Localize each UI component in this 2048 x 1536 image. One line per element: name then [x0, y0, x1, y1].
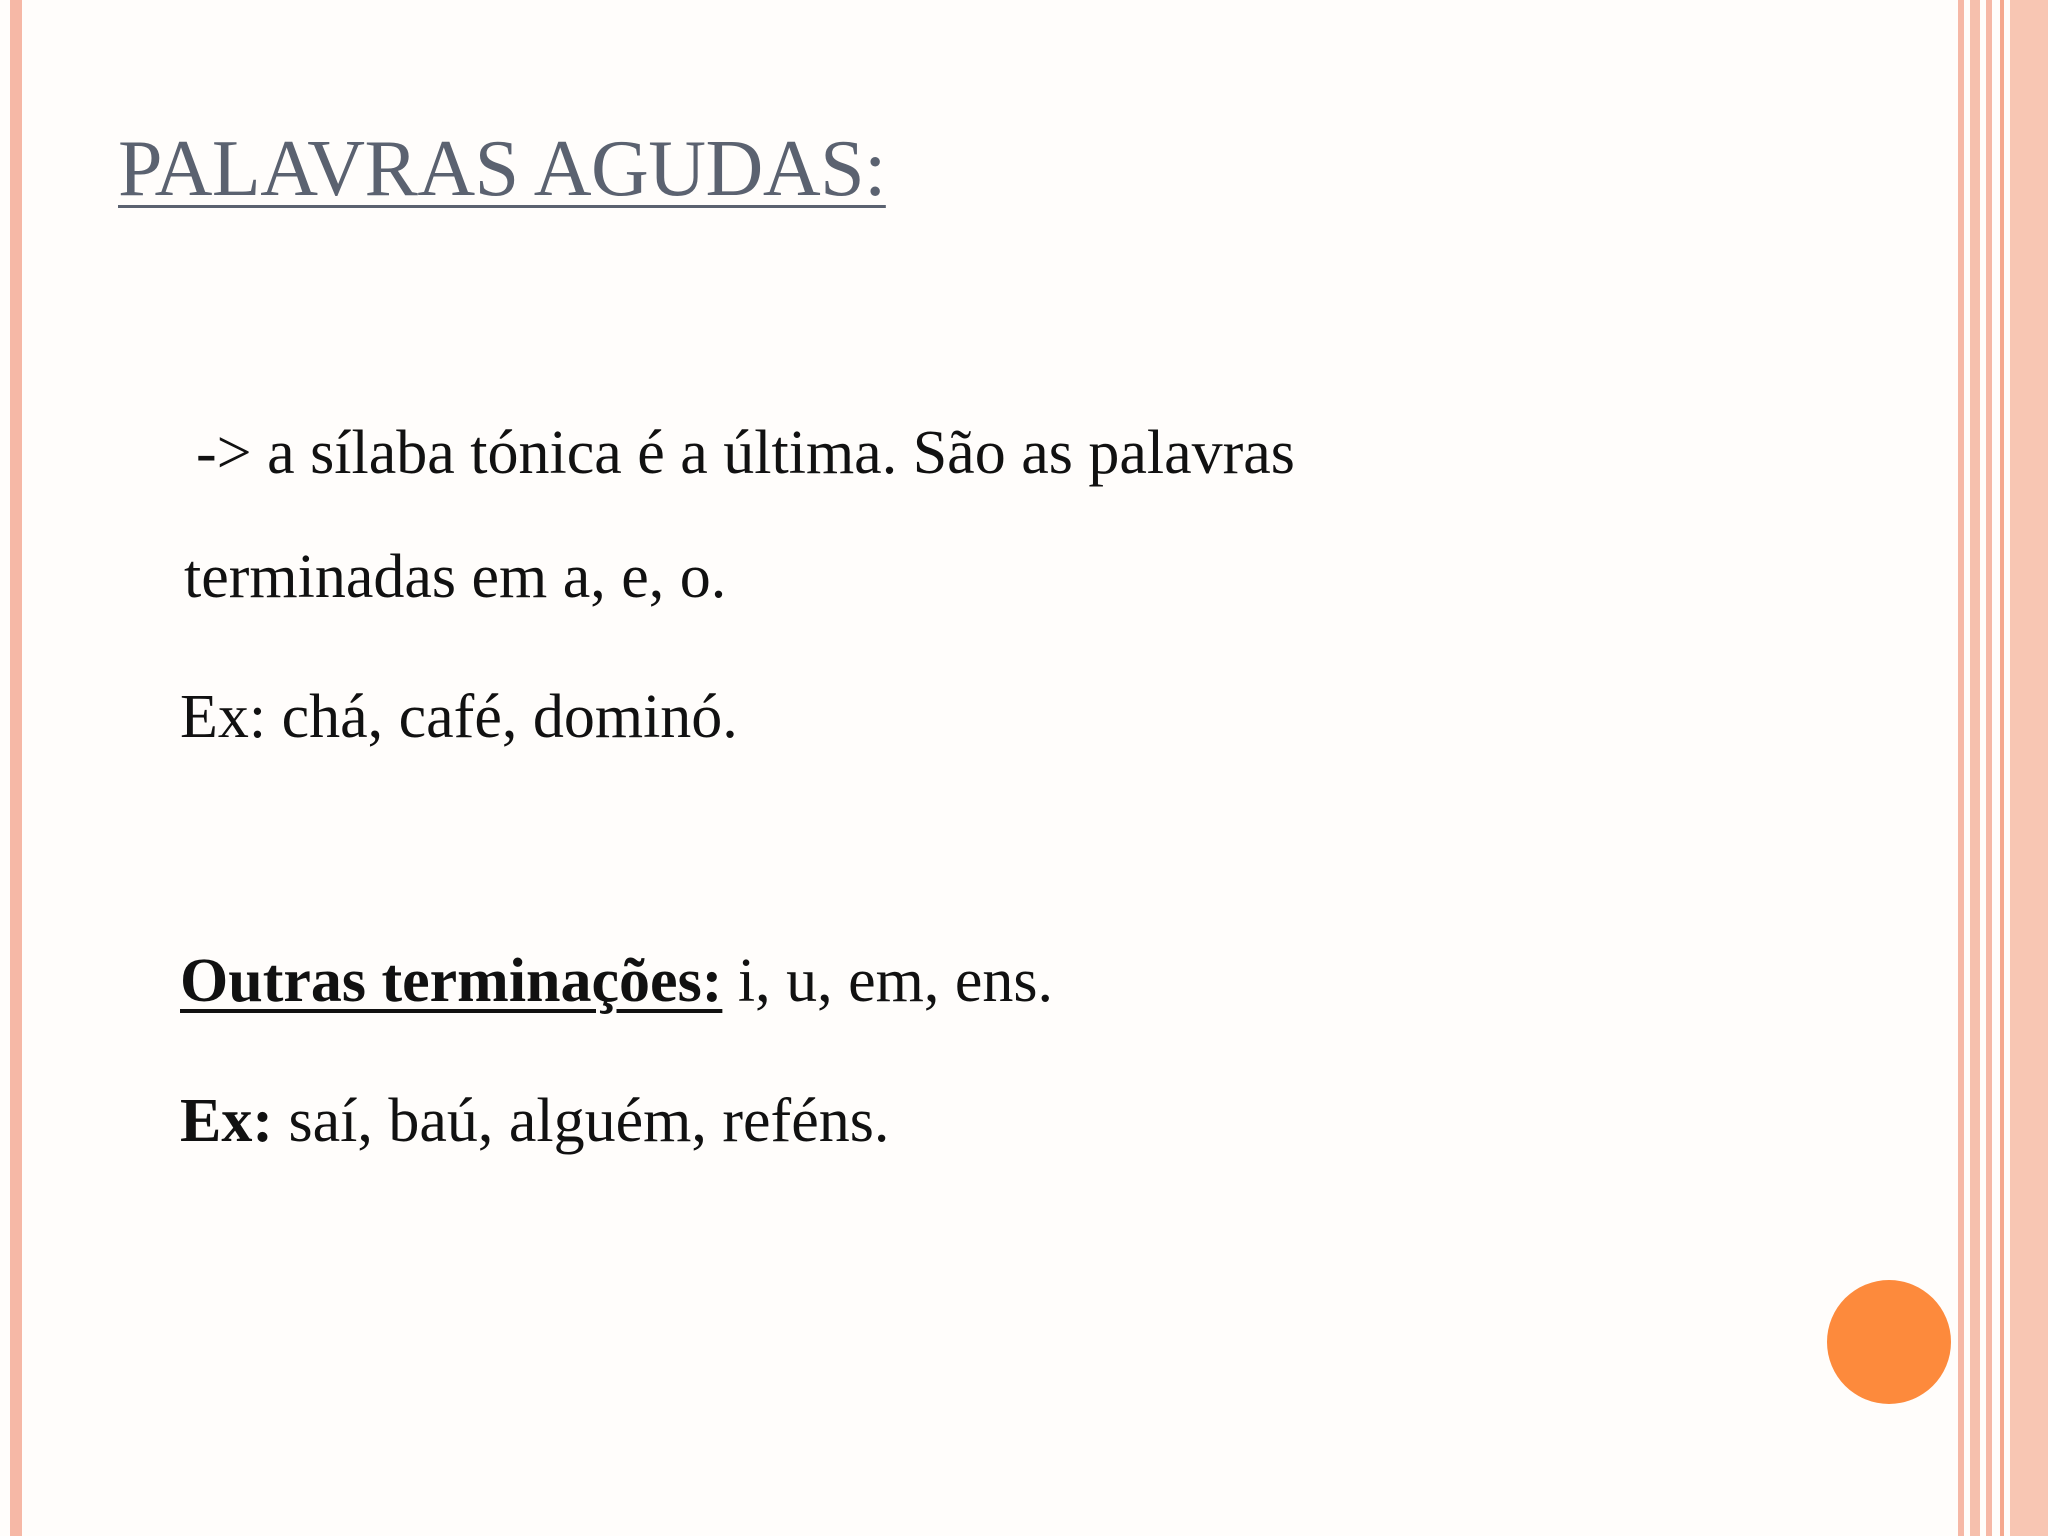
right-border-stripe: [1986, 0, 1992, 1536]
left-border-stripe: [10, 0, 22, 1536]
other-endings-label: Outras terminações:: [180, 947, 723, 1015]
orange-circle-decoration-icon: [1827, 1280, 1951, 1404]
second-example-line: [180, 1086, 889, 1157]
right-border-stripe: [2000, 0, 2004, 1536]
right-border-stripe: [1970, 0, 1980, 1536]
slide-title: PALAVRAS AGUDAS:: [118, 125, 886, 213]
other-endings-text: i, u, em, ens.: [722, 947, 1053, 1015]
right-border-stripe: [1958, 0, 1964, 1536]
rule-text-continued: terminadas em a, e, o.: [184, 543, 727, 611]
second-example-text: saí, baú, alguém, reféns.: [273, 1087, 890, 1155]
rule-text: -> a sílaba tónica é a última. São as palavras: [196, 419, 1295, 487]
example-text: Ex: chá, café, dominó.: [180, 683, 738, 751]
second-example-label: Ex:: [180, 1087, 273, 1155]
other-endings-line: [180, 946, 1053, 1017]
right-border-stripe: [2010, 0, 2048, 1536]
